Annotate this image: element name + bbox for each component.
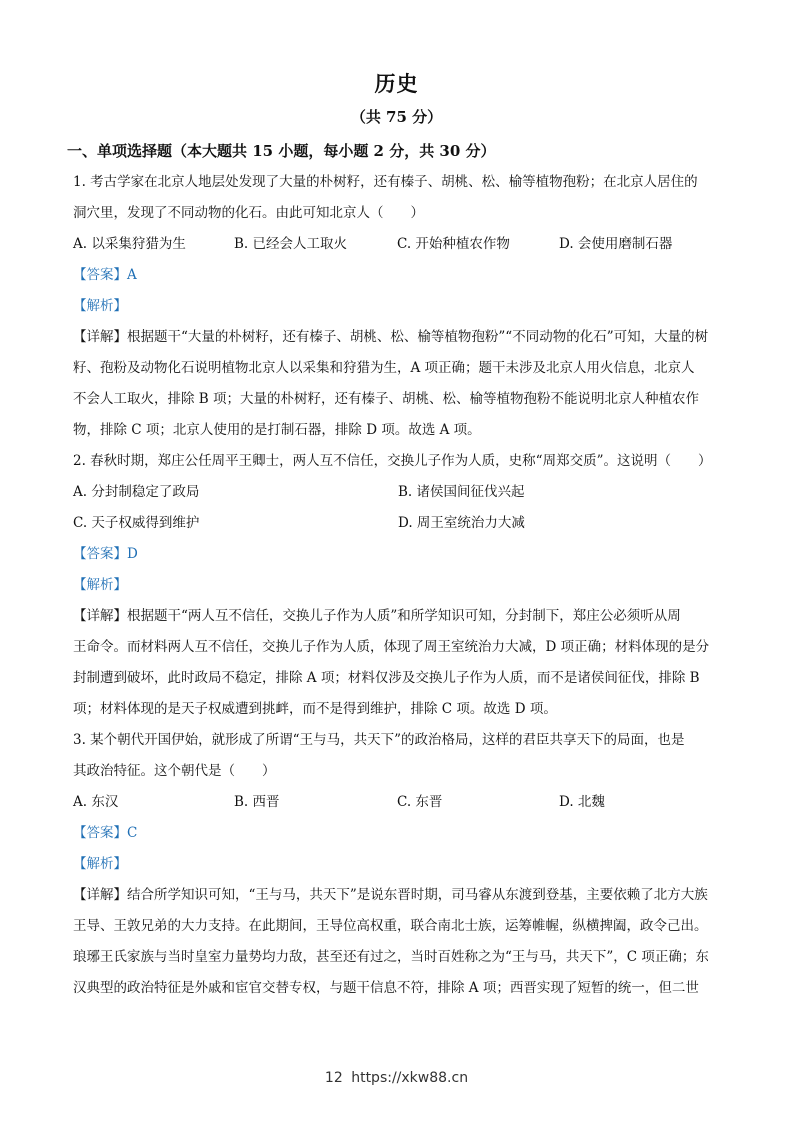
q2-detail-line-4: 项；材料体现的是天子权威遭到挑衅，而不是得到维护，排除 C 项。故选 D 项。	[73, 701, 557, 717]
q2-detail-line-3: 封制遭到破坏，此时政局不稳定，排除 A 项；材料仅涉及交换儿子作为人质，而不是诸侯间征伐，排除 B	[73, 670, 700, 686]
q3-answer: 【答案】C	[73, 825, 138, 841]
page-subtitle: （共 75 分）	[350, 108, 443, 126]
q3-detail-line-2: 王导、王敦兄弟的大力支持。在此期间，王导位高权重，联合南北士族，运筹帷幄，纵横捭阖，政令己出。	[73, 918, 708, 934]
q1-option-b: B. 已经会人工取火	[234, 236, 348, 252]
q1-option-d: D. 会使用磨制石器	[559, 236, 673, 252]
question-1	[73, 167, 723, 446]
q3-option-b: B. 西晋	[234, 794, 280, 810]
q2-option-c: C. 天子权威得到维护	[73, 515, 200, 531]
q3-stem-line-2: 其政治特征。这个朝代是（ ）	[73, 763, 276, 779]
q2-options	[73, 477, 723, 539]
q2-stem-line-1: 2. 春秋时期，郑庄公任周平王卿士，两人互不信任，交换儿子作为人质，史称“周郑交质”。这说明（ ）	[73, 453, 712, 469]
section-heading: 一、单项选择题（本大题共 15 小题，每小题 2 分，共 30 分）	[67, 142, 496, 160]
q3-option-c: C. 东晋	[397, 794, 443, 810]
q1-answer: 【答案】A	[73, 267, 137, 283]
question-3	[73, 725, 723, 1004]
page-number: 12	[324, 1070, 343, 1086]
document-body	[67, 136, 723, 1004]
q3-detail-line-3: 琅琊王氏家族与当时皇室力量势均力敌，甚至还有过之，当时百姓称之为“王与马，共天下”，C 项正确；东	[73, 949, 709, 965]
q1-option-a: A. 以采集狩猎为生	[73, 236, 186, 252]
question-2	[73, 446, 723, 725]
q1-detail-line-4: 物，排除 C 项；北京人使用的是打制石器，排除 D 项。故选 A 项。	[73, 422, 481, 438]
q2-analysis-label: 【解析】	[73, 577, 127, 593]
q2-detail-line-1: 【详解】根据题干“两人互不信任，交换儿子作为人质”和所学知识可知，分封制下，郑庄公必须听从周	[73, 608, 681, 624]
q1-option-c: C. 开始种植农作物	[397, 236, 510, 252]
q3-detail-line-4: 汉典型的政治特征是外戚和宦官交替专权，与题干信息不符，排除 A 项；西晋实现了短暂的统一，但二世	[73, 980, 699, 996]
q2-answer: 【答案】D	[73, 546, 138, 562]
q3-options	[73, 787, 723, 818]
q2-option-b: B. 诸侯国间征伐兴起	[398, 484, 525, 500]
q1-analysis-label: 【解析】	[73, 298, 127, 314]
q3-stem-line-1: 3. 某个朝代开国伊始，就形成了所谓“王与马，共天下”的政治格局，这样的君臣共享天下的局面，也是	[73, 732, 685, 748]
q2-option-d: D. 周王室统治力大减	[398, 515, 525, 531]
page-footer	[0, 1070, 793, 1086]
q1-options	[73, 229, 723, 260]
footer-url-link[interactable]: https://xkw88.cn	[351, 1070, 469, 1086]
q2-option-a: A. 分封制稳定了政局	[73, 484, 200, 500]
q1-detail-line-2: 籽、孢粉及动物化石说明植物北京人以采集和狩猎为生，A 项正确；题干未涉及北京人用火信息，北京人	[73, 360, 695, 376]
q1-detail-line-1: 【详解】根据题干“大量的朴树籽，还有榛子、胡桃、松、榆等植物孢粉”“不同动物的化石”可知，大量的树	[73, 329, 709, 345]
q3-analysis-label: 【解析】	[73, 856, 127, 872]
q3-option-d: D. 北魏	[559, 794, 605, 810]
q3-option-a: A. 东汉	[73, 794, 119, 810]
q1-stem-line-2: 洞穴里，发现了不同动物的化石。由此可知北京人（ ）	[73, 205, 424, 221]
q2-detail-line-2: 王命令。而材料两人互不信任，交换儿子作为人质，体现了周王室统治力大减，D 项正确；材料体现的是分	[73, 639, 710, 655]
q3-detail-line-1: 【详解】结合所学知识可知，“王与马，共天下”是说东晋时期，司马睿从东渡到登基，主要依赖了北方大族	[73, 887, 708, 903]
q1-detail-line-3: 不会人工取火，排除 B 项；大量的朴树籽，还有榛子、胡桃、松、榆等植物孢粉不能说明北京人种植农作	[73, 391, 700, 407]
q1-stem-line-1: 1. 考古学家在北京人地层处发现了大量的朴树籽，还有榛子、胡桃、松、榆等植物孢粉；在北京人居住的	[73, 174, 698, 190]
page-title: 历史	[374, 71, 419, 96]
